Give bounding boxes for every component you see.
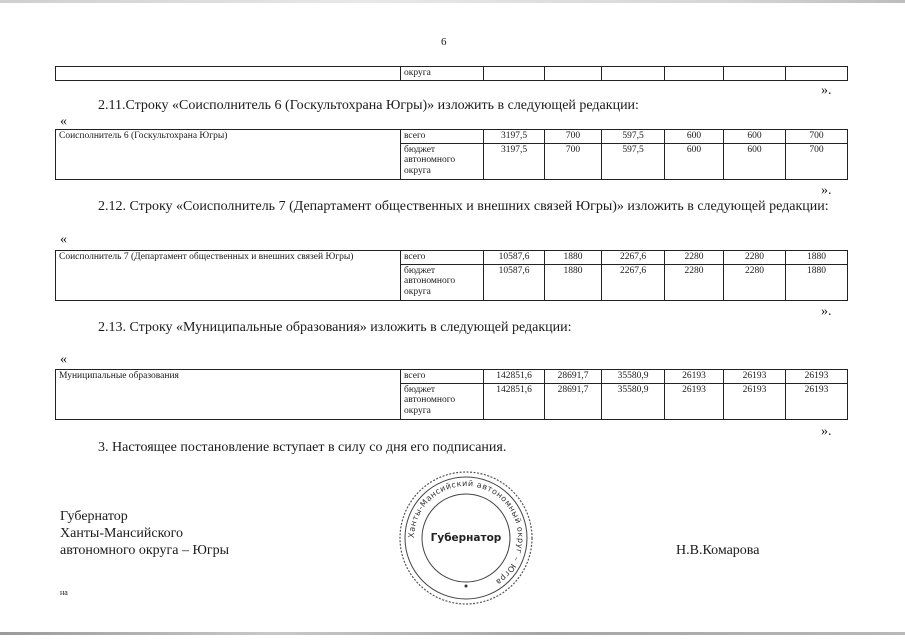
row-label: всего [401, 130, 484, 144]
seal-ring-text: Ханты-Мансийский автономный округ – Югра [406, 478, 526, 587]
signer-position-line2: Ханты-Мансийского [60, 526, 184, 541]
executor-name-cell: Соисполнитель 6 (Госкультохрана Югры) [56, 130, 401, 180]
seal-star-icon [465, 585, 468, 588]
executor-initials: на [60, 588, 68, 597]
scan-edge-top [0, 0, 905, 3]
row-label: бюджет автономного округа [401, 143, 484, 179]
section-heading-2-11: 2.11.Строку «Соисполнитель 6 (Госкультохрана Югры)» изложить в следующей редакции: [98, 98, 639, 113]
page-number: 6 [441, 36, 447, 48]
row-label: бюджет автономного округа [401, 264, 484, 300]
row-table-2-13: Муниципальные образования всего 142851,6 28691,7 35580,9 26193 26193 26193 бюджет автономного округа 142851,6 28691,7 35580,9 26193 26193 26193 [55, 369, 848, 420]
row-label: всего [401, 251, 484, 265]
open-quote-2-13: « [60, 352, 67, 367]
close-quote-2-12: ». [821, 304, 832, 319]
signer-name: Н.В.Комарова [676, 543, 760, 558]
close-quote-2-13: ». [821, 424, 832, 439]
signer-position-line3: автономного округа – Югры [60, 543, 229, 558]
carryover-label-cell: округа [401, 67, 484, 81]
section-heading-2-13: 2.13. Строку «Муниципальные образования» изложить в следующей редакции: [98, 320, 572, 335]
final-paragraph: 3. Настоящее постановление вступает в силу со дня его подписания. [98, 440, 507, 455]
executor-name-cell: Муниципальные образования [56, 370, 401, 420]
signer-position-line1: Губернатор [60, 509, 128, 524]
row-table-2-11: Соисполнитель 6 (Госкультохрана Югры) всего 3197,5 700 597,5 600 600 700 бюджет автономного округа 3197,5 700 597,5 600 600 700 [55, 129, 848, 180]
close-quote-prev: ». [821, 83, 832, 98]
scan-edge-bottom [0, 632, 905, 635]
row-table-2-12: Соисполнитель 7 (Департамент общественных и внешних связей Югры) всего 10587,6 1880 2267,6 2280 2280 1880 бюджет автономного округа 10587,6 1880 2267,6 2280 2280 1880 [55, 250, 848, 301]
executor-name-cell: Соисполнитель 7 (Департамент общественных и внешних связей Югры) [56, 251, 401, 301]
row-label: всего [401, 370, 484, 384]
official-seal [396, 468, 536, 608]
close-quote-2-11: ». [821, 183, 832, 198]
open-quote-2-12: « [60, 232, 67, 247]
carryover-name-cell [56, 67, 401, 81]
row-label: бюджет автономного округа [401, 383, 484, 419]
carryover-table [55, 66, 848, 81]
open-quote-2-11: « [60, 114, 67, 129]
seal-center-text: Губернатор [430, 532, 502, 544]
section-heading-2-12: 2.12. Строку «Соисполнитель 7 (Департамент общественных и внешних связей Югры)» изложить в следующей редакции: [98, 199, 829, 214]
